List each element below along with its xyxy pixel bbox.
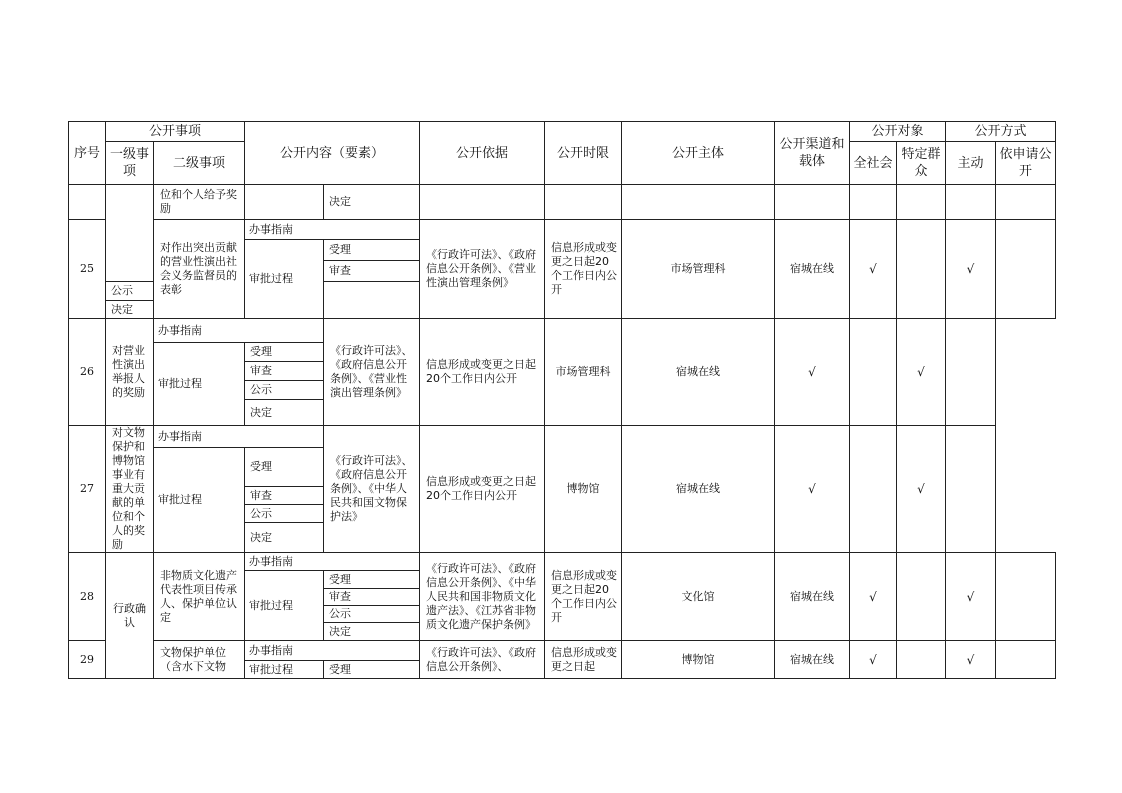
step-cell: 审查 [324,589,420,606]
target-specific-check [897,220,946,319]
step-cell: 受理 [324,661,420,679]
time-cell: 信息形成或变更之日起20个工作日内公开 [545,553,622,641]
step-cell: 公示 [245,381,324,400]
channel-cell: 宿城在线 [775,220,850,319]
header-subject: 公开主体 [622,122,775,185]
step-cell: 决定 [106,301,154,319]
step-cell: 受理 [245,448,324,487]
basis-cell: 《行政许可法》、《政府信息公开条例》、《中华人民共和国非物质文化遗产法》、《江苏省非物质文化遗产保护条例》 [420,553,545,641]
seq-cell: 28 [69,553,106,641]
process-cell: 审批过程 [245,661,324,679]
channel-cell: 宿城在线 [775,553,850,641]
channel-cell: 宿城在线 [775,641,850,679]
method-request-check [996,553,1056,641]
target-specific-check [850,319,897,426]
table-row [69,220,1056,240]
header-basis: 公开依据 [420,122,545,185]
header-method-active: 主动 [946,142,996,185]
header-method-request: 依申请公开 [996,142,1056,185]
step-cell: 公示 [245,505,324,523]
seq-cell: 26 [69,319,106,426]
level1-cell [106,185,154,282]
step-cell: 决定 [245,400,324,426]
time-cell: 信息形成或变更之日起20个工作日内公开 [420,319,545,426]
process-cell: 审批过程 [154,343,245,426]
method-active-check: √ [897,426,946,553]
step-cell: 公示 [324,606,420,623]
target-all-check: √ [850,220,897,319]
target-specific-check [850,426,897,553]
header-target-specific: 特定群众 [897,142,946,185]
target-specific-check [897,553,946,641]
basis-cell: 《行政许可法》、《政府信息公开条例》、《中华人民共和国文物保护法》 [324,426,420,553]
step-cell: 决定 [324,623,420,641]
disclosure-table [68,121,1056,679]
time-cell: 信息形成或变更之日起20个工作日内公开 [420,426,545,553]
header-method: 公开方式 [946,122,1056,142]
item2-cell: 对文物保护和博物馆事业有重大贡献的单位和个人的奖励 [106,426,154,553]
table-row [69,641,1056,661]
subject-cell: 文化馆 [622,553,775,641]
method-request-check [996,220,1056,319]
time-cell: 信息形成或变更之日起20个工作日内公开 [545,220,622,319]
seq-cell: 27 [69,426,106,553]
header-level2: 二级事项 [154,142,245,185]
method-request-check [996,641,1056,679]
channel-cell: 宿城在线 [622,319,775,426]
header-items: 公开事项 [106,122,245,142]
guide-cell: 办事指南 [154,319,324,343]
step-cell: 审查 [245,362,324,381]
step-cell: 受理 [324,571,420,589]
step-cell: 受理 [245,343,324,362]
header-content: 公开内容（要素） [245,122,420,185]
process-cell: 审批过程 [245,571,324,641]
subject-cell: 博物馆 [622,641,775,679]
guide-cell: 办事指南 [245,641,420,661]
subject-cell: 博物馆 [545,426,622,553]
table-row [69,553,1056,571]
step-cell: 审查 [324,261,420,282]
header-seq: 序号 [69,122,106,185]
header-channel: 公开渠道和载体 [775,122,850,185]
seq-cell: 29 [69,641,106,679]
table-row [69,426,1056,448]
method-active-check: √ [946,553,996,641]
basis-cell: 《行政许可法》、《政府信息公开条例》、《营业性演出管理条例》 [420,220,545,319]
method-active-check: √ [946,641,996,679]
step-cell: 公示 [106,282,154,301]
item2-cell: 位和个人给予奖励 [154,185,245,220]
item2-cell: 对营业性演出举报人的奖励 [106,319,154,426]
seq-cell: 25 [69,220,106,319]
basis-cell: 《行政许可法》、《政府信息公开条例》、《营业性演出管理条例》 [324,319,420,426]
method-request-check [946,426,996,553]
step-cell: 审查 [245,487,324,505]
subject-cell: 市场管理科 [545,319,622,426]
level1-cell: 行政确认 [106,553,154,679]
method-active-check: √ [946,220,996,319]
header-target-all: 全社会 [850,142,897,185]
time-cell: 信息形成或变更之日起 [545,641,622,679]
method-active-check: √ [897,319,946,426]
step-cell: 决定 [245,523,324,553]
target-all-check: √ [850,553,897,641]
guide-cell: 办事指南 [245,220,420,240]
method-request-check [946,319,996,426]
process-cell: 审批过程 [154,448,245,553]
table-row [69,319,1056,343]
guide-cell: 办事指南 [154,426,324,448]
basis-cell: 《行政许可法》、《政府信息公开条例》、 [420,641,545,679]
table-row [69,185,1056,220]
item2-cell: 对作出突出贡献的营业性演出社会义务监督员的表彰 [154,220,245,319]
document-page [68,121,1056,679]
step-cell: 决定 [324,185,420,220]
header-target: 公开对象 [850,122,946,142]
item2-cell: 文物保护单位（含水下文物 [154,641,245,679]
target-all-check: √ [850,641,897,679]
subject-cell: 市场管理科 [622,220,775,319]
target-all-check: √ [775,319,850,426]
step-cell: 受理 [324,240,420,261]
process-cell: 审批过程 [245,240,324,319]
guide-cell: 办事指南 [245,553,420,571]
target-specific-check [897,641,946,679]
header-level1: 一级事项 [106,142,154,185]
header-time-limit: 公开时限 [545,122,622,185]
item2-cell: 非物质文化遗产代表性项目传承人、保护单位认定 [154,553,245,641]
target-all-check: √ [775,426,850,553]
channel-cell: 宿城在线 [622,426,775,553]
